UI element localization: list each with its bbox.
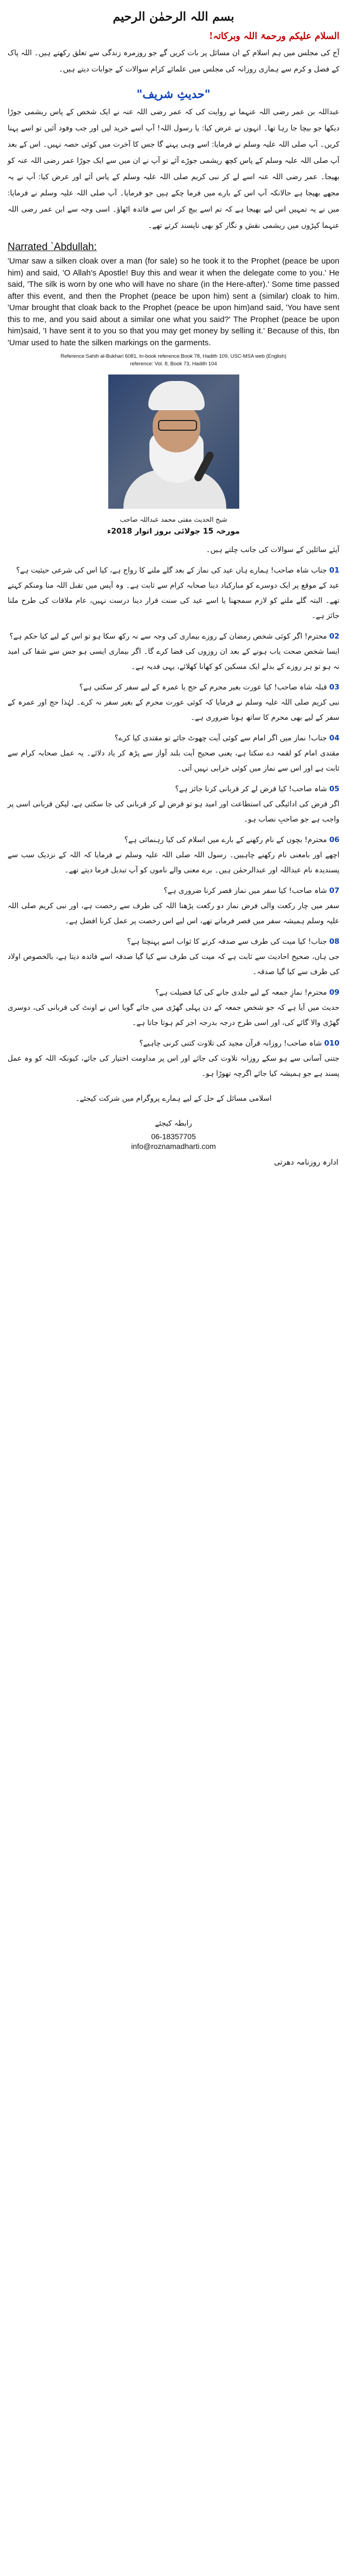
question-text: جناب! کیا میت کی طرف سے صدقہ کرنے کا ثواب اسے پہنچتا ہے؟	[127, 937, 327, 946]
hadith-reference-line-1: Reference:Sahih al-Bukhari 6081, In-book reference:Book 78, Hadith 109, USC-MSA web (English)	[60, 353, 287, 359]
bismillah-heading: بسم اللہ الرحمٰن الرحیم	[113, 10, 234, 24]
contact-phone: 06-18357705	[151, 1132, 196, 1141]
answer-9: حدیث میں آیا ہے کہ جو شخص جمعہ کے دن پہلی گھڑی میں جائے گویا اس نے اونٹ کی قربانی کی، دوسری گھڑی والا گائے کی، اور اسی طرح درجہ بدرجہ اجر کم ہوتا جاتا ہے۔	[8, 1003, 339, 1027]
hadith-urdu-text: عبداللہ بن عمر رضی اللہ عنہما نے روایت کی کہ عمر رضی اللہ عنہ نے ایک شخص کے پاس ریشمی جوڑا دیکھا جو بیچا جا رہا تھا۔ انہوں نے عرض کیا: یا رسول اللہ! آپ اسے خرید لیں اور جب وفود آئیں تو اسے پہنا کریں۔ آپ صلی اللہ علیہ وسلم نے فرمایا: اسے وہی پہنے گا جس کا آخرت میں کوئی حصہ نہیں۔ اس کے بعد آپ صلی اللہ علیہ وسلم کے پاس کچھ ریشمی جوڑے آئے تو آپ نے ان میں سے ایک جوڑا عمر رضی اللہ عنہ کو بھیجا۔ عمر رضی اللہ عنہ اسے لے کر نبی کریم صلی اللہ علیہ وسلم کے پاس آئے اور عرض کیا: آپ نے یہ مجھے بھیجا ہے حالانکہ آپ اس کے بارے میں فرما چکے ہیں جو فرمایا۔ آپ صلی اللہ علیہ وسلم نے فرمایا: میں نے یہ تمہیں اس لیے بھیجا ہے کہ تم اسے بیچ کر اس سے فائدہ اٹھاؤ۔ اسی وجہ سے ابن عمر رضی اللہ عنہما کپڑوں میں ریشمی نقش و نگار کو بھی ناپسند کرتے تھے۔	[8, 108, 339, 230]
salam-greeting: السلام علیکم ورحمۃ اللہ وبرکاتہ!	[209, 31, 339, 42]
photo-caption: شیخ الحدیث مفتی محمد عبداللہ صاحب	[120, 516, 227, 523]
question-number: 02	[329, 632, 339, 641]
question-number: 04	[329, 734, 339, 742]
question-1	[8, 563, 339, 578]
answer-4: مقتدی امام کو لقمہ دے سکتا ہے، یعنی صحیح آیت بلند آواز سے پڑھ کر یاد دلائے۔ یہ عمل صحابہ کرام سے ثابت ہے اور اس سے نماز میں کوئی خرابی نہیں آتی۔	[8, 749, 339, 773]
question-number: 07	[329, 886, 339, 895]
question-5	[8, 781, 339, 797]
qa-list	[8, 563, 339, 1081]
question-2	[8, 629, 339, 644]
intro-paragraph: آج کی مجلس میں ہم اسلام کے ان مسائل پر بات کریں گے جو روزمرہ زندگی سے تعلق رکھتے ہیں۔ اللہ پاک کے فضل و کرم سے ہماری روزانہ کی مجلس میں علمائے کرام سوالات کے جوابات دیتے ہیں۔	[8, 49, 339, 74]
hadith-title: "حدیثِ شریف"	[136, 87, 211, 101]
answer-3: نبی کریم صلی اللہ علیہ وسلم نے فرمایا کہ کوئی عورت محرم کے بغیر سفر نہ کرے۔ لہٰذا حج اور عمرہ کے سفر کے لیے بھی محرم کا ساتھ ہونا ضروری ہے۔	[8, 698, 339, 722]
answer-8: جی ہاں، صحیح احادیث سے ثابت ہے کہ میت کی طرف سے کیا گیا صدقہ اسے فائدہ دیتا ہے، بالخصوص اولاد کی طرف سے کیا گیا صدقہ۔	[8, 952, 339, 976]
question-4	[8, 731, 339, 746]
question-10	[8, 1036, 339, 1051]
question-text: محترم! نمازِ جمعہ کے لیے جلدی جانے کی کیا فضیلت ہے؟	[155, 988, 327, 997]
session-date: مورخہ 15 جولائی بروز اتوار 2018ء	[107, 527, 240, 536]
answer-10: جتنی آسانی سے ہو سکے روزانہ تلاوت کی جائے اور اس پر مداومت اختیار کی جائے، کیونکہ اللہ کو وہ عمل پسند ہے جو ہمیشہ کیا جائے اگرچہ تھوڑا ہو۔	[8, 1054, 339, 1078]
question-number: 05	[329, 785, 339, 793]
answer-6: اچھے اور بامعنی نام رکھنے چاہییں۔ رسول اللہ صلی اللہ علیہ وسلم نے فرمایا کہ اللہ کے نزدیک سب سے پسندیدہ نام عبداللہ اور عبدالرحمٰن ہیں۔ برے معنی والے ناموں کو آپ تبدیل فرما دیتے تھے۔	[8, 851, 339, 875]
hadith-english-text: 'Umar saw a silken cloak over a man (for sale) so he took it to the Prophet (peace be upon him) and said, 'O Allah's Apostle! Buy this and wear it when the delegate come to you.' He said, 'The silk is worn by one who will have no share (in the Here-after).' Some time passed after this event, and then the Prophet (peace be upon him) sent a (similar) cloak to him. 'Umar brought that cloak back to the Prophet (peace be upon him)and said, 'You have sent this to me, and you said about a similar one what you said?' The Prophet (peace be upon him)said, 'I have sent it to you so that you may get money by selling it.' Because of this, Ibn 'Umar used to hate the silken markings on the garments.	[8, 257, 339, 347]
question-number: 08	[329, 937, 339, 946]
question-number: 010	[324, 1039, 339, 1048]
hadith-reference-line-2: reference: Vol. 8, Book 73, Hadith 104	[130, 361, 217, 367]
question-number: 01	[329, 566, 339, 575]
question-3	[8, 680, 339, 695]
question-8	[8, 934, 339, 949]
publisher-signature: ادارہ روزنامہ دھرتی	[274, 1158, 338, 1167]
question-text: جناب! نماز میں اگر امام سے کوئی آیت چھوٹ جائے تو مقتدی کیا کرے؟	[114, 734, 327, 742]
answer-1: عید کے موقع پر ایک دوسرے کو مبارکباد دینا صحابہ کرام سے ثابت ہے۔ وہ آپس میں تقبل اللہ منا ومنکم کہتے تھے۔ البتہ گلے ملنے کو لازم سمجھنا یا اسے عید کی سنت قرار دینا درست نہیں، عام ملاقات کی طرح ملنا جائز ہے۔	[8, 581, 339, 620]
closing-line-1: اسلامی مسائل کے حل کے لیے ہمارے پروگرام میں شرکت کیجئے۔	[75, 1094, 272, 1103]
question-text: شاہ صاحب! روزانہ قرآن مجید کی تلاوت کتنی کرنی چاہیے؟	[139, 1039, 322, 1048]
qa-opening: آیئے سائلین کے سوالات کی جانب چلتے ہیں۔	[206, 546, 339, 554]
hadith-reference	[11, 353, 336, 368]
question-6	[8, 832, 339, 847]
narrated-heading: Narrated `Abdullah:	[8, 241, 97, 253]
question-text: شاہ صاحب! کیا سفر میں نماز قصر کرنا ضروری ہے؟	[163, 886, 327, 895]
question-number: 06	[329, 836, 339, 844]
question-number: 09	[329, 988, 339, 997]
closing-line-2: رابطہ کیجئے	[155, 1119, 192, 1128]
question-text: محترم! اگر کوئی شخص رمضان کے روزے بیماری کی وجہ سے نہ رکھ سکا ہو تو اس کے لیے کیا حکم ہے؟	[9, 632, 327, 641]
qa-section	[8, 542, 339, 1081]
answer-7: سفر میں چار رکعت والی فرض نماز دو رکعت پڑھنا اللہ کی طرف سے رخصت ہے، اور نبی کریم صلی اللہ علیہ وسلم ہمیشہ سفر میں قصر فرماتے تھے، اس لیے اس رخصت پر عمل کرنا افضل ہے۔	[8, 902, 339, 925]
question-text: شاہ صاحب! کیا قرض لے کر قربانی کرنا جائز ہے؟	[175, 785, 327, 793]
contact-email-link[interactable]: info@roznamadharti.com	[131, 1142, 216, 1151]
question-9	[8, 985, 339, 1000]
question-text: محترم! بچوں کے نام رکھنے کے بارے میں اسلام کی کیا رہنمائی ہے؟	[124, 836, 327, 844]
question-number: 03	[329, 683, 339, 692]
answer-2: ایسا شخص صحت یاب ہونے کے بعد ان روزوں کی قضا کرے گا۔ اگر بیماری ایسی ہو جس سے شفا کی امید نہ ہو تو ہر روزے کے بدلے ایک مسکین کو کھانا کھلائے، یہی فدیہ ہے۔	[8, 647, 339, 671]
question-text: جناب شاہ صاحب! ہمارے ہاں عید کی نماز کے بعد گلے ملنے کا رواج ہے، کیا اس کی شرعی حیثیت ہے؟	[16, 566, 327, 575]
question-text: قبلہ شاہ صاحب! کیا عورت بغیر محرم کے حج یا عمرہ کے لیے سفر کر سکتی ہے؟	[79, 683, 327, 692]
question-7	[8, 883, 339, 898]
answer-5: اگر قرض کی ادائیگی کی استطاعت اور امید ہو تو قرض لے کر قربانی کی جا سکتی ہے، لیکن قربانی اسی پر واجب ہے جو صاحبِ نصاب ہو۔	[8, 800, 339, 824]
scholar-photo	[108, 374, 239, 509]
